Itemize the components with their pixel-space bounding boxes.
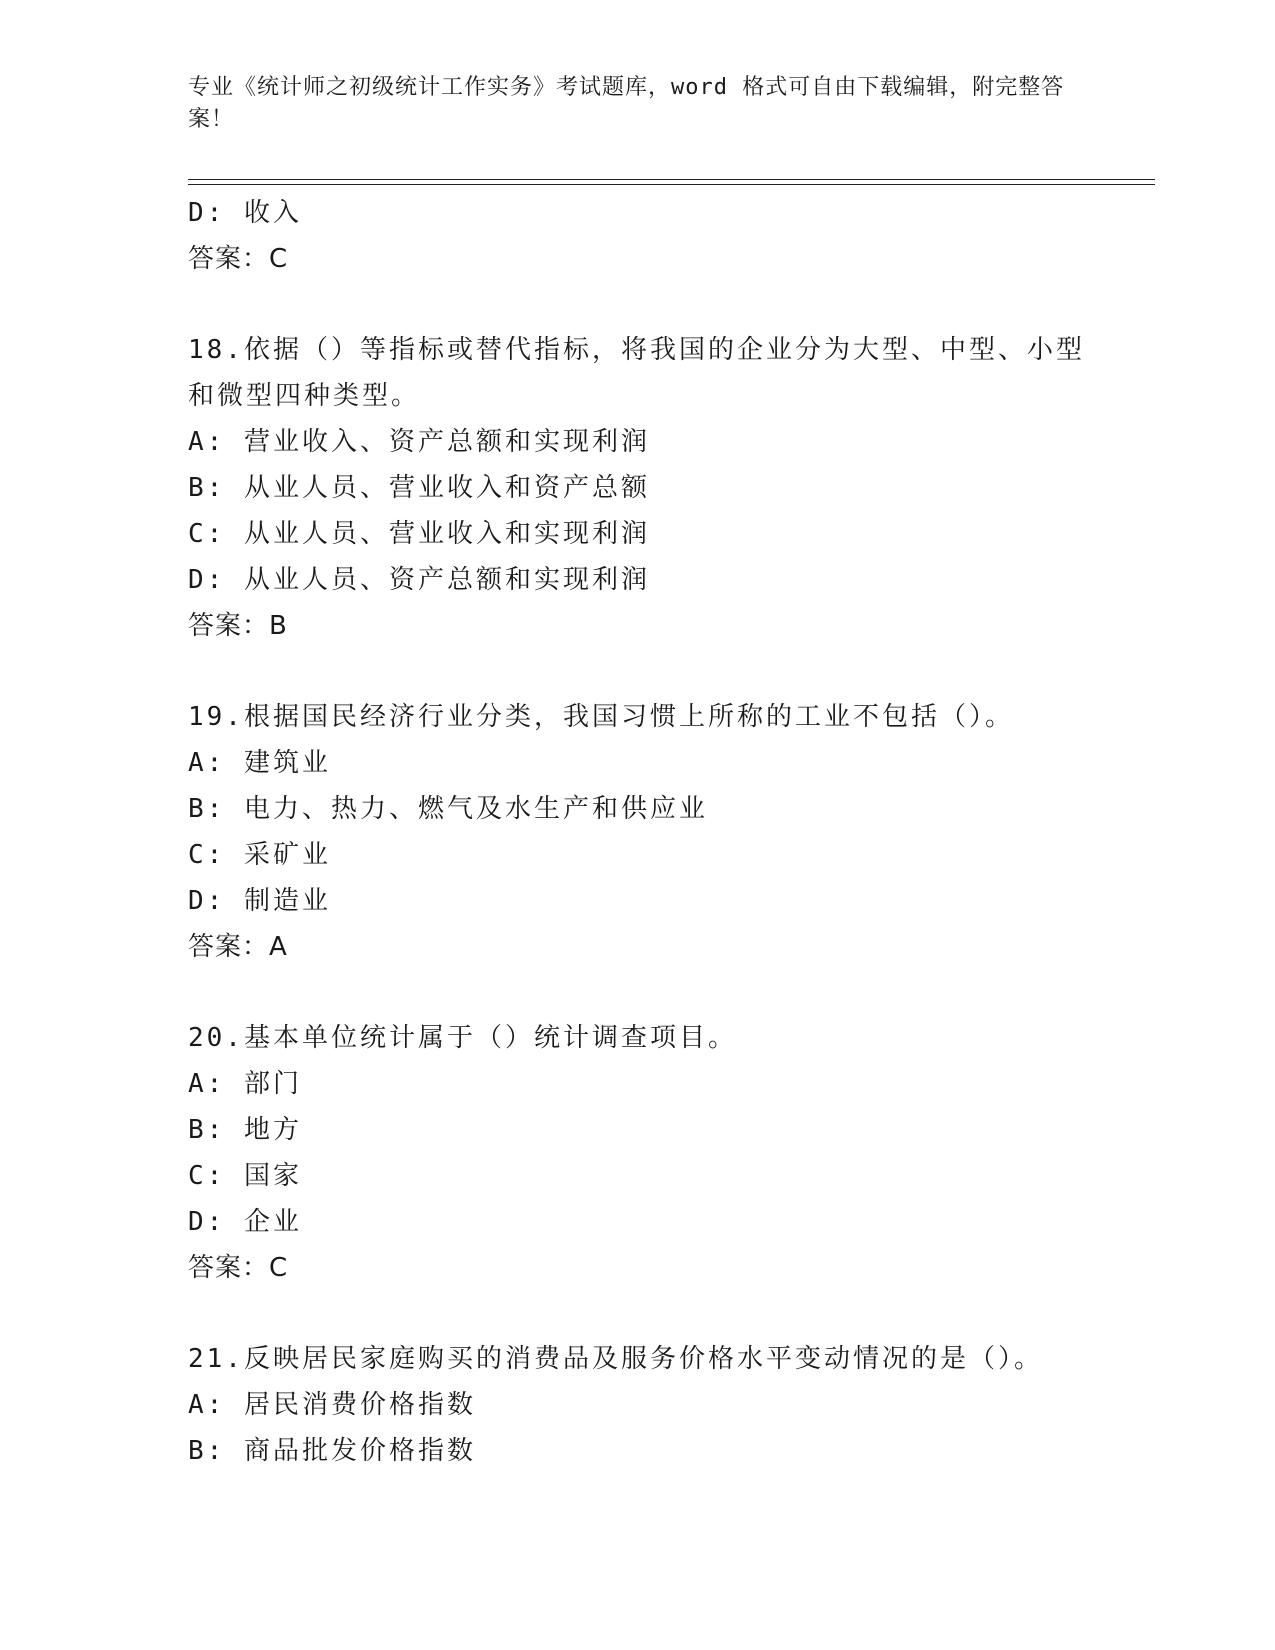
answer-line: 答案：C bbox=[188, 244, 289, 274]
option-a: A: 居民消费价格指数 bbox=[188, 1390, 476, 1420]
previous-question-tail bbox=[188, 190, 1148, 282]
answer-line: 答案：C bbox=[188, 1253, 289, 1283]
question-20 bbox=[188, 1015, 1148, 1291]
question-stem: 20.基本单位统计属于（）统计调查项目。 bbox=[188, 1023, 737, 1053]
option-c: C: 从业人员、营业收入和实现利润 bbox=[188, 519, 650, 549]
question-list bbox=[188, 190, 1148, 1474]
header-text: 专业《统计师之初级统计工作实务》考试题库，word 格式可自由下载编辑，附完整答案！ bbox=[188, 75, 1065, 132]
question-stem: 19.根据国民经济行业分类，我国习惯上所称的工业不包括（）。 bbox=[188, 702, 1014, 732]
option-b: B: 电力、热力、燃气及水生产和供应业 bbox=[188, 794, 708, 824]
question-18 bbox=[188, 327, 1148, 649]
option-d: D: 制造业 bbox=[188, 886, 331, 916]
header-divider bbox=[188, 179, 1155, 185]
option-a: A: 部门 bbox=[188, 1069, 302, 1099]
question-stem: 21.反映居民家庭购买的消费品及服务价格水平变动情况的是（）。 bbox=[188, 1344, 1043, 1374]
option-b: B: 地方 bbox=[188, 1115, 302, 1145]
answer-line: 答案：A bbox=[188, 932, 288, 962]
question-19 bbox=[188, 694, 1148, 970]
question-stem-continued: 和微型四种类型。 bbox=[188, 381, 421, 411]
document-header bbox=[188, 72, 1088, 136]
option-d: D: 收入 bbox=[188, 198, 302, 228]
question-21 bbox=[188, 1336, 1148, 1474]
question-stem: 18.依据（）等指标或替代指标，将我国的企业分为大型、中型、小型 bbox=[188, 335, 1085, 365]
option-a: A: 营业收入、资产总额和实现利润 bbox=[188, 427, 650, 457]
option-d: D: 从业人员、资产总额和实现利润 bbox=[188, 565, 650, 595]
option-c: C: 采矿业 bbox=[188, 840, 331, 870]
option-c: C: 国家 bbox=[188, 1161, 302, 1191]
option-a: A: 建筑业 bbox=[188, 748, 331, 778]
option-b: B: 从业人员、营业收入和资产总额 bbox=[188, 473, 650, 503]
option-b: B: 商品批发价格指数 bbox=[188, 1436, 476, 1466]
answer-line: 答案：B bbox=[188, 611, 288, 641]
option-d: D: 企业 bbox=[188, 1207, 302, 1237]
